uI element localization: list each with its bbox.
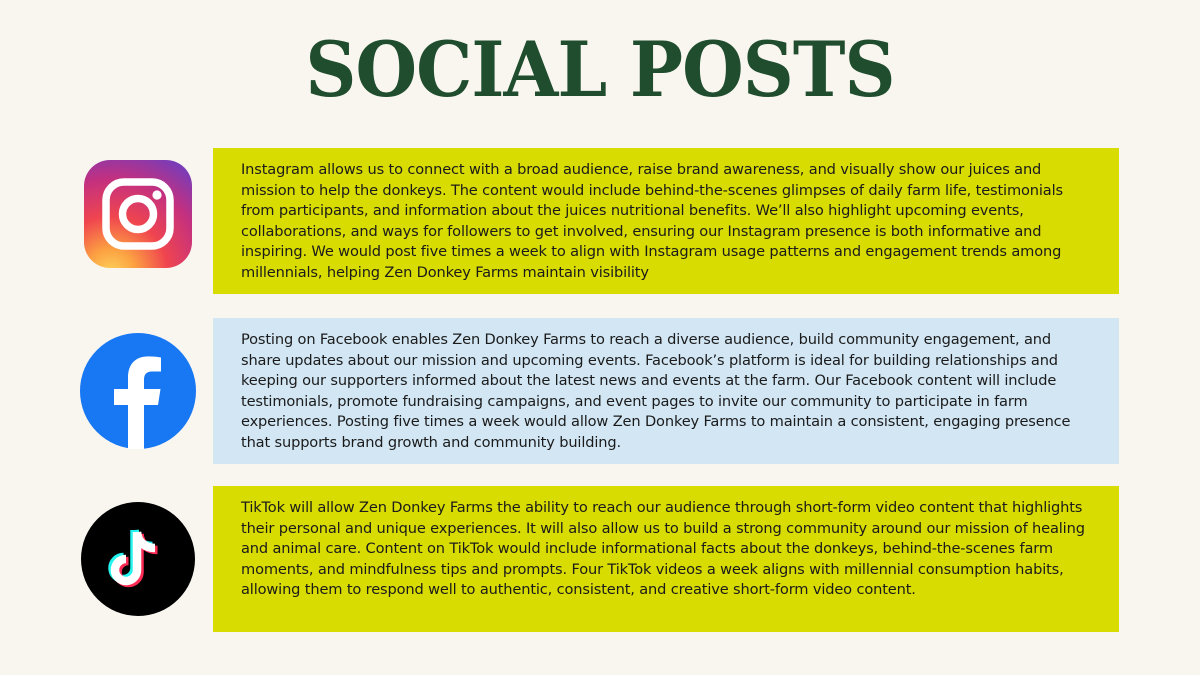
- instagram-text: Instagram allows us to connect with a broad audience, raise brand awareness, and visually show our juices and mission to help the donkeys. The content would include behind-the-scenes glimpses of daily farm life, testimonials from participants, and information about the juices nutritional benefits. We’ll also highlight upcoming events, collaborations, and ways for followers to get involved, ensuring our Instagram presence is both informative and inspiring. We would post five times a week to align with Instagram usage patterns and engagement trends among millennials, helping Zen Donkey Farms maintain visibility: [241, 161, 1063, 281]
- page-title: SOCIAL POSTS: [305, 25, 895, 114]
- facebook-icon: [80, 333, 196, 449]
- instagram-icon: [84, 160, 192, 268]
- instagram-description: [213, 148, 1119, 294]
- facebook-description: [213, 318, 1119, 464]
- tiktok-text: TikTok will allow Zen Donkey Farms the ability to reach our audience through short-form video content that highlights their personal and unique experiences. It will also allow us to build a strong community around our mission of healing and animal care. Content on TikTok would include informational facts about the donkeys, behind-the-scenes farm moments, and mindfulness tips and prompts. Four TikTok videos a week aligns with millennial consumption habits, allowing them to respond well to authentic, consistent, and creative short-form video content.: [241, 499, 1085, 598]
- facebook-text: Posting on Facebook enables Zen Donkey Farms to reach a diverse audience, build community engagement, and share updates about our mission and upcoming events. Facebook’s platform is ideal for building relationships and keeping our supporters informed about the latest news and events at the farm. Our Facebook content will include testimonials, promote fundraising campaigns, and event pages to invite our community to participate in farm experiences. Posting five times a week would allow Zen Donkey Farms to maintain a consistent, engaging presence that supports brand growth and community building.: [241, 331, 1071, 451]
- tiktok-description: [213, 486, 1119, 632]
- tiktok-icon: [81, 502, 195, 616]
